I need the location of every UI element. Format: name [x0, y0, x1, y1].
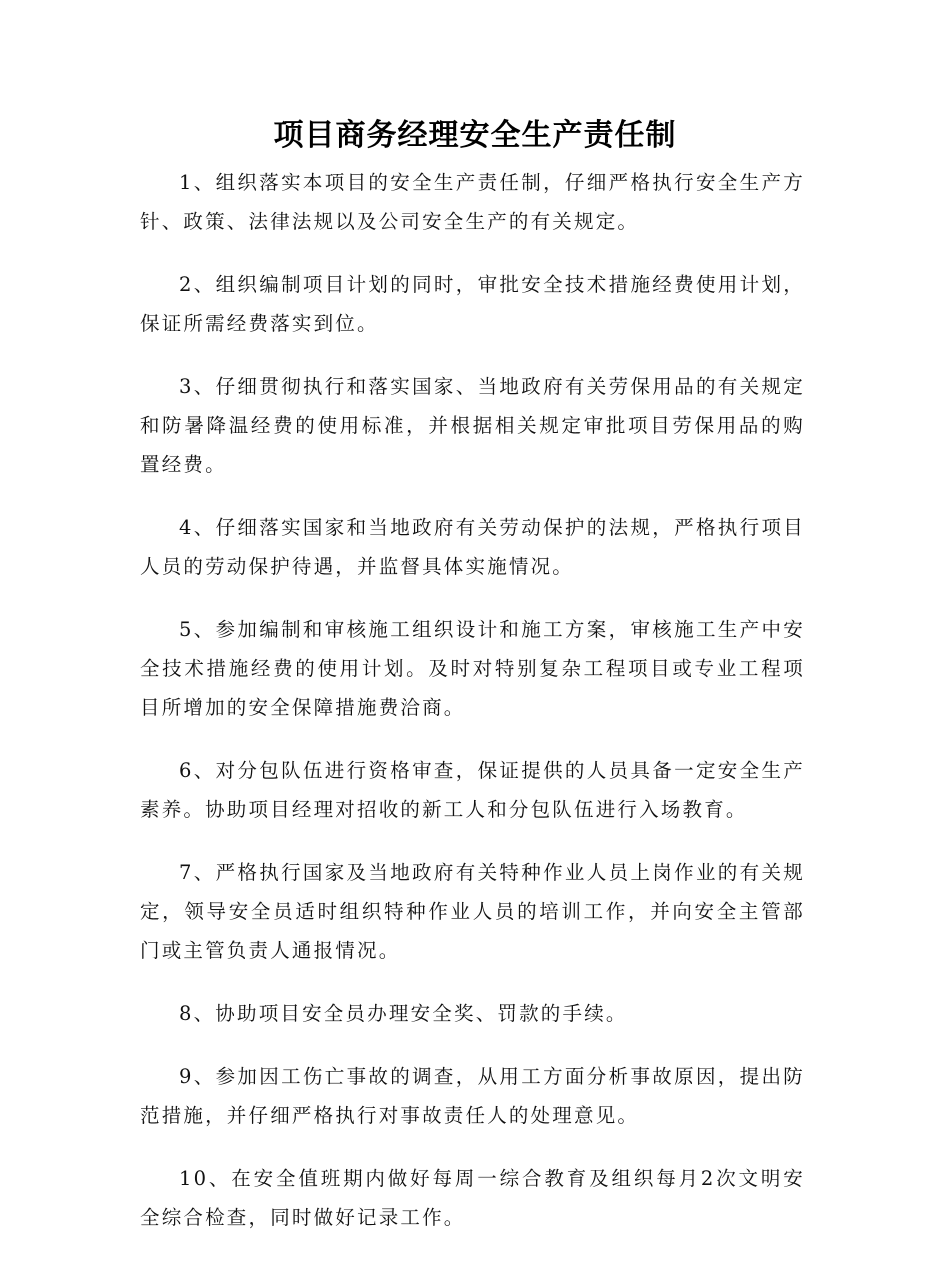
paragraph-3: 3、仔细贯彻执行和落实国家、当地政府有关劳保用品的有关规定和防暑降温经费的使用标准，并根据相关规定审批项目劳保用品的购置经费。 — [140, 375, 805, 476]
paragraph-2: 2、组织编制项目计划的同时，审批安全技术措施经费使用计划，保证所需经费落实到位。 — [140, 273, 805, 335]
document-title: 项目商务经理安全生产责任制 — [273, 118, 677, 153]
paragraph-1: 1、组织落实本项目的安全生产责任制，仔细严格执行安全生产方针、政策、法律法规以及公司安全生产的有关规定。 — [140, 171, 805, 233]
paragraph-8: 8、协助项目安全员办理安全奖、罚款的手续。 — [179, 1002, 628, 1025]
paragraph-9: 9、参加因工伤亡事故的调查，从用工方面分析事故原因，提出防范措施，并仔细严格执行对事故责任人的处理意见。 — [140, 1065, 805, 1127]
paragraph-10: 10、在安全值班期内做好每周一综合教育及组织每月2次文明安全综合检查，同时做好记录工作。 — [140, 1167, 805, 1229]
paragraph-6: 6、对分包队伍进行资格审查，保证提供的人员具备一定安全生产素养。协助项目经理对招收的新工人和分包队伍进行入场教育。 — [140, 759, 805, 821]
document-body — [140, 163, 805, 1261]
paragraph-5: 5、参加编制和审核施工组织设计和施工方案，审核施工生产中安全技术措施经费的使用计划。及时对特别复杂工程项目或专业工程项目所增加的安全保障措施费洽商。 — [140, 618, 805, 719]
paragraph-4: 4、仔细落实国家和当地政府有关劳动保护的法规，严格执行项目人员的劳动保护待遇，并监督具体实施情况。 — [140, 516, 805, 578]
paragraph-7: 7、严格执行国家及当地政府有关特种作业人员上岗作业的有关规定，领导安全员适时组织特种作业人员的培训工作，并向安全主管部门或主管负责人通报情况。 — [140, 861, 805, 962]
